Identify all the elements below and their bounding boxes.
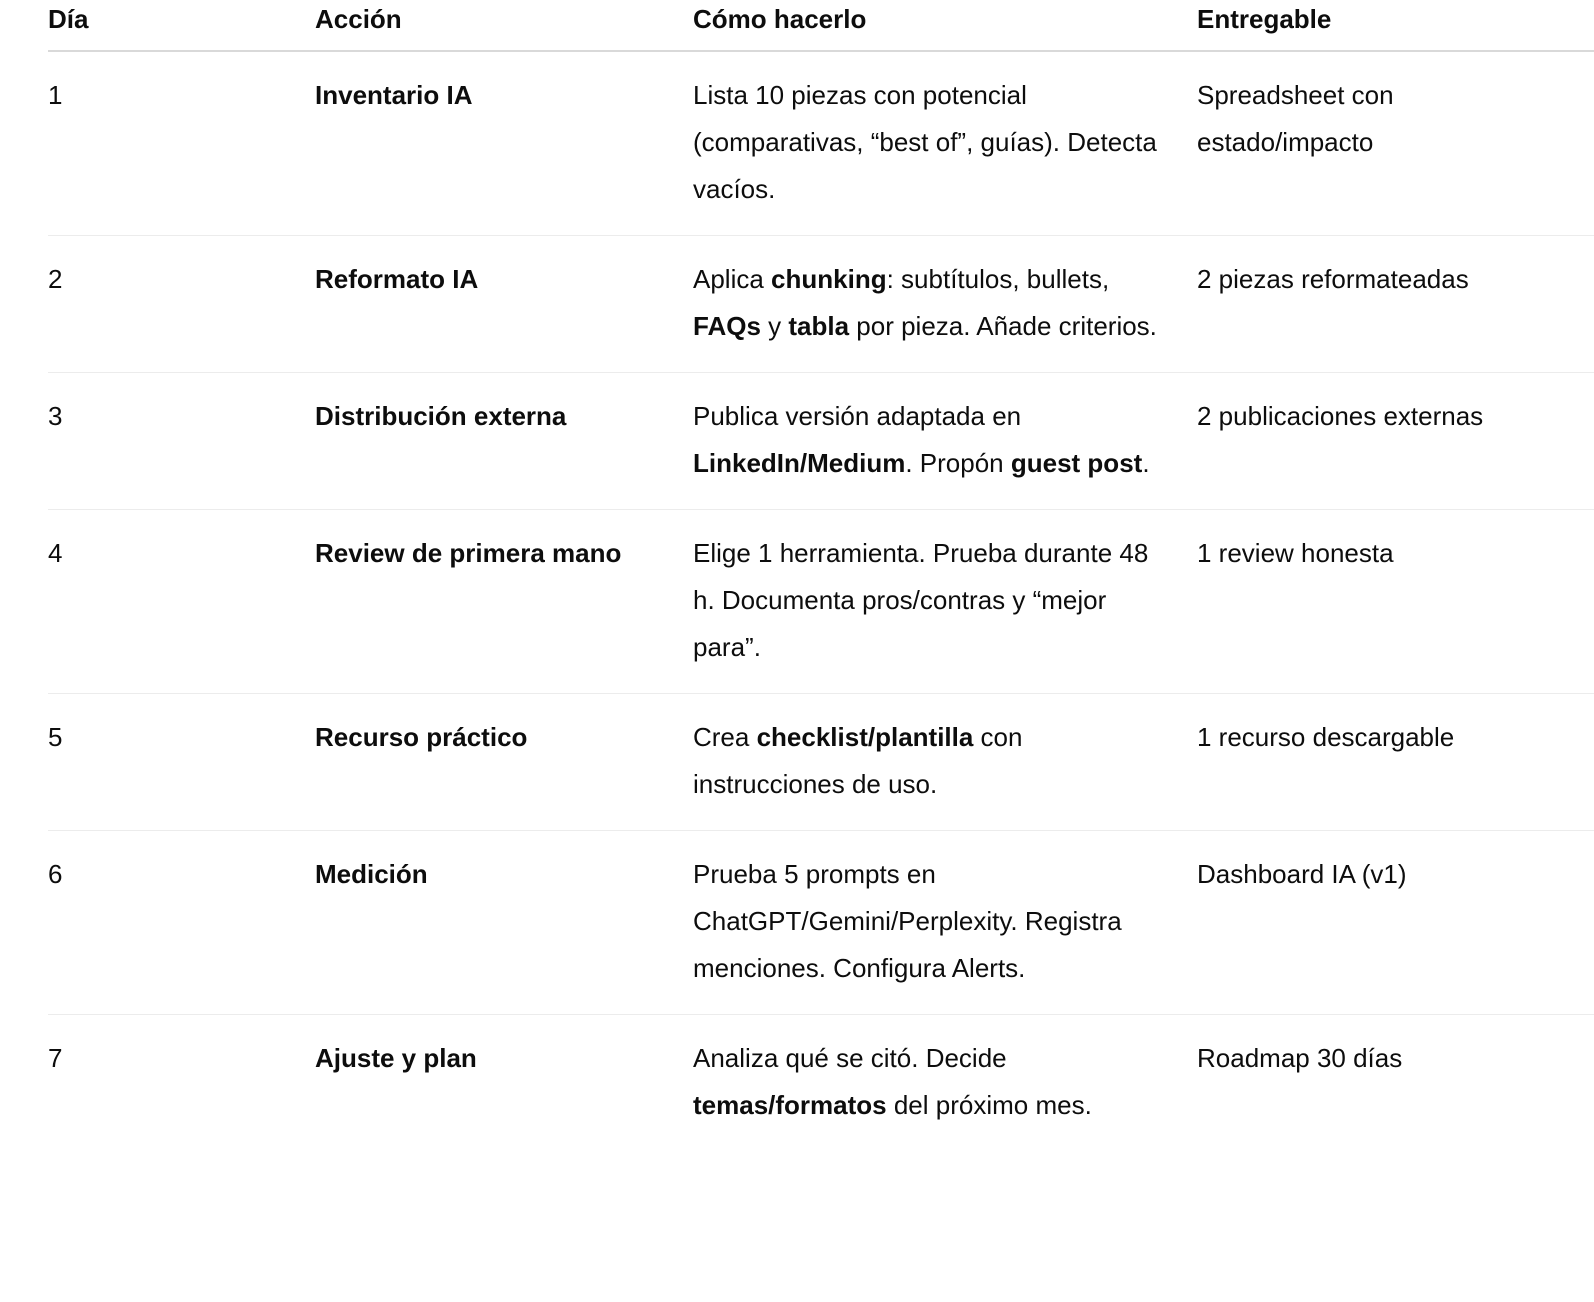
cell-accion: Review de primera mano <box>315 510 693 694</box>
header-entregable: Entregable <box>1197 0 1594 51</box>
text-segment: Prueba 5 prompts en ChatGPT/Gemini/Perplexity. Registra menciones. Configura Alerts. <box>693 859 1122 983</box>
cell-entregable: 1 review honesta <box>1197 510 1594 694</box>
header-dia: Día <box>48 0 315 51</box>
table-row <box>48 1015 1594 1152</box>
bold-text-segment: FAQs <box>693 311 761 341</box>
cell-entregable: Dashboard IA (v1) <box>1197 831 1594 1015</box>
table-row <box>48 236 1594 373</box>
cell-entregable: Spreadsheet con estado/impacto <box>1197 51 1594 236</box>
cell-dia: 4 <box>48 510 315 694</box>
cell-como-hacerlo <box>693 373 1197 510</box>
cell-como-hacerlo <box>693 1015 1197 1152</box>
cell-accion: Inventario IA <box>315 51 693 236</box>
cell-entregable: 2 publicaciones externas <box>1197 373 1594 510</box>
plan-table-container <box>48 0 1594 1151</box>
cell-entregable: Roadmap 30 días <box>1197 1043 1403 1073</box>
table-row <box>48 373 1594 510</box>
cell-como-hacerlo <box>693 831 1197 1015</box>
table-row <box>48 694 1594 831</box>
cell-como-hacerlo <box>693 510 1197 694</box>
cell-entregable: 2 piezas reformateadas <box>1197 236 1594 373</box>
table-row <box>48 510 1594 694</box>
cell-dia: 1 <box>48 51 315 236</box>
cell-accion: Reformato IA <box>315 236 693 373</box>
table-header <box>48 0 1594 51</box>
text-segment: Elige 1 herramienta. Prueba durante 48 h. Documenta pros/contras y “mejor para”. <box>693 538 1149 662</box>
cell-accion: Ajuste y plan <box>315 1043 477 1073</box>
cell-accion: Distribución externa <box>315 373 693 510</box>
cell-dia: 5 <box>48 694 315 831</box>
cell-dia: 7 <box>48 1043 63 1073</box>
cell-como-hacerlo <box>693 51 1197 236</box>
text-segment: con instrucciones de uso. <box>693 722 1023 799</box>
text-segment: y <box>760 311 789 341</box>
text-segment: Lista 10 piezas con potencial (comparativas, “best of”, guías). Detecta vacíos. <box>693 80 1157 204</box>
cell-dia: 2 <box>48 236 315 373</box>
bold-text-segment: chunking <box>771 264 887 294</box>
cell-entregable: 1 recurso descargable <box>1197 694 1594 831</box>
cell-dia: 3 <box>48 373 315 510</box>
cell-accion: Recurso práctico <box>315 694 693 831</box>
bold-text-segment: temas/formatos <box>693 1090 887 1120</box>
text-segment: . <box>1142 448 1150 478</box>
bold-text-segment: checklist/plantilla <box>756 722 974 752</box>
bold-text-segment: tabla <box>788 311 850 341</box>
text-segment: : subtítulos, bullets, <box>886 264 1110 294</box>
table-row <box>48 831 1594 1015</box>
text-segment: Publica versión adaptada en <box>693 401 1022 431</box>
text-segment: Crea <box>693 722 757 752</box>
text-segment: del próximo mes. <box>886 1090 1092 1120</box>
text-segment: por pieza. Añade criterios. <box>849 311 1157 341</box>
header-row <box>48 0 1594 51</box>
table-body <box>48 51 1594 1151</box>
seven-day-plan-table <box>48 0 1594 1151</box>
text-segment: Analiza qué se citó. Decide <box>693 1043 1007 1073</box>
cell-dia: 6 <box>48 831 315 1015</box>
table-row <box>48 51 1594 236</box>
header-accion: Acción <box>315 0 693 51</box>
bold-text-segment: LinkedIn/Medium <box>693 448 906 478</box>
cell-accion: Medición <box>315 831 693 1015</box>
text-segment: . Propón <box>905 448 1011 478</box>
header-como-hacerlo: Cómo hacerlo <box>693 0 1197 51</box>
cell-como-hacerlo <box>693 694 1197 831</box>
bold-text-segment: guest post <box>1010 448 1143 478</box>
text-segment: Aplica <box>693 264 772 294</box>
cell-como-hacerlo <box>693 236 1197 373</box>
